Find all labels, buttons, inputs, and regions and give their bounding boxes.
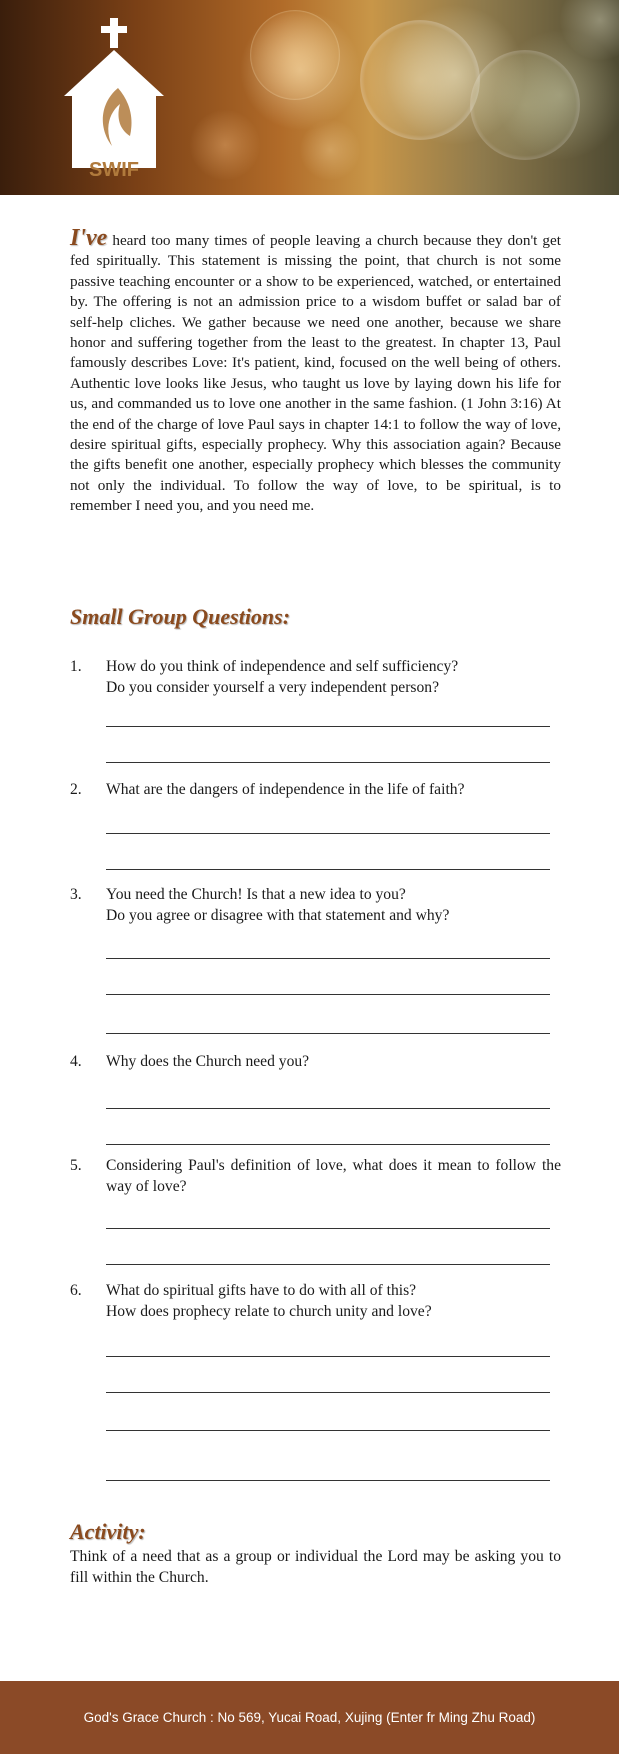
logo-text: SWIF <box>89 159 139 178</box>
questions-heading: Small Group Questions: <box>70 604 291 629</box>
footer-address: God's Grace Church : No 569, Yucai Road, Xujing (Enter fr Ming Zhu Road) <box>83 1710 536 1725</box>
intro-body: heard too many times of people leaving a church because they don't get fed spiritually. This statement is missing the point, that church is not some passive teaching encounter or a show to be experienced, watched, or entertained by. The offering is not an admission price to a wisdom buffet or salad bar of self-help cliches. We gather because we need one another, because we share honor and suffering together from the least to the greatest. In chapter 13, Paul famously describes Love: It's patient, kind, focused on the well being of others. Authentic love looks like Jesus, who taught us love by laying down his life for us, and commanded us to love one another in the same fashion. (1 John 3:16) At the end of the charge of love Paul says in chapter 14:1 to follow the way of love, desire spiritual gifts, especially prophecy. Why this association again? Because the gifts benefit one another, especially prophecy which blesses the community not only the individual. To follow the way of love, to be spiritual, is to remember I need you, and you need me. <box>70 232 561 515</box>
intro-dropcap: I've <box>70 225 108 251</box>
activity-heading: Activity: <box>70 1519 146 1544</box>
answer-line[interactable] <box>106 762 550 763</box>
answer-line[interactable] <box>106 1228 550 1229</box>
question-line: Do you agree or disagree with that statement and why? <box>106 907 450 924</box>
intro-paragraph <box>70 225 561 517</box>
question-number: 6. <box>70 1282 82 1299</box>
answer-line[interactable] <box>106 1108 550 1109</box>
answer-line[interactable] <box>106 1144 550 1145</box>
bokeh-circle <box>360 20 480 140</box>
answer-line[interactable] <box>106 833 550 834</box>
bokeh-circle <box>470 50 580 160</box>
question-number: 3. <box>70 886 82 903</box>
question-line: Do you consider yourself a very independent person? <box>106 679 439 696</box>
question-number: 4. <box>70 1053 82 1070</box>
church-logo <box>60 18 170 178</box>
answer-line[interactable] <box>106 958 550 959</box>
answer-line[interactable] <box>106 1480 550 1481</box>
activity-text: Think of a need that as a group or individual the Lord may be asking you to fill within the Church. <box>70 1548 561 1586</box>
answer-line[interactable] <box>106 1264 550 1265</box>
answer-line[interactable] <box>106 1430 550 1431</box>
question-number: 2. <box>70 781 82 798</box>
answer-line[interactable] <box>106 1033 550 1034</box>
answer-line[interactable] <box>106 1392 550 1393</box>
bokeh-circle <box>300 120 360 180</box>
bokeh-circle <box>250 10 340 100</box>
question-line: You need the Church! Is that a new idea to you? <box>106 886 406 903</box>
question-line: Why does the Church need you? <box>106 1053 310 1070</box>
question-line: How do you think of independence and self sufficiency? <box>106 658 459 675</box>
bokeh-circle <box>560 0 619 60</box>
question-line: What do spiritual gifts have to do with all of this? <box>106 1282 417 1299</box>
intro-section <box>70 225 561 517</box>
answer-line[interactable] <box>106 869 550 870</box>
question-number: 5. <box>70 1157 82 1174</box>
question-line: How does prophecy relate to church unity and love? <box>106 1303 432 1320</box>
bokeh-circle <box>190 110 260 180</box>
answer-line[interactable] <box>106 1356 550 1357</box>
answer-line[interactable] <box>106 994 550 995</box>
question-line: What are the dangers of independence in the life of faith? <box>106 781 465 798</box>
question-line: Considering Paul's definition of love, what does it mean to follow the way of love? <box>106 1157 561 1195</box>
answer-line[interactable] <box>106 726 550 727</box>
question-number: 1. <box>70 658 82 675</box>
header-banner <box>0 0 619 195</box>
footer-bar <box>0 1681 619 1754</box>
